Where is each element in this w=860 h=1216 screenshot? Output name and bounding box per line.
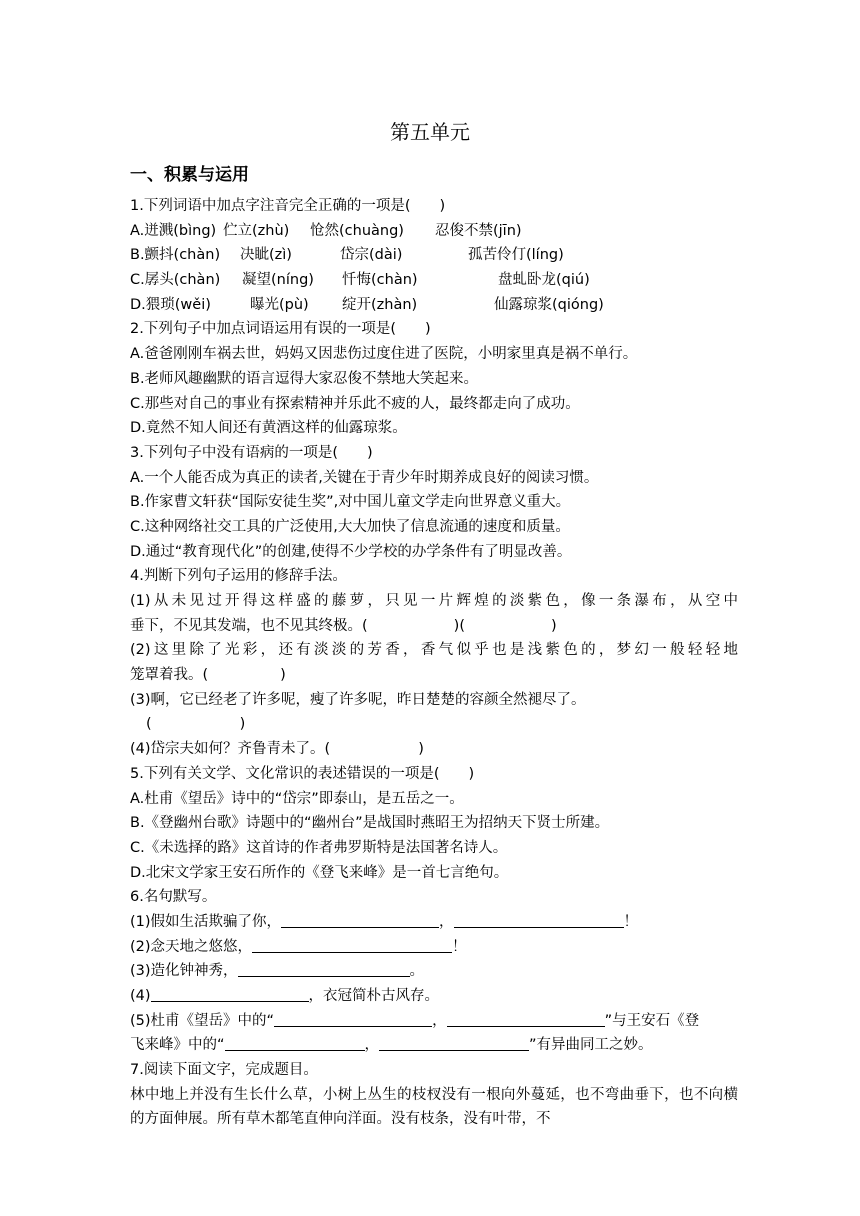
question-4-sentence-3: (3)啊，它已经老了许多呢，瘦了许多呢，昨日楚楚的容颜全然褪尽了。 xyxy=(130,691,586,708)
answer-blank[interactable] xyxy=(281,911,439,928)
question-5-stem: 5.下列有关文学、文化常识的表述错误的一项是( ) xyxy=(130,765,475,782)
option-c-item-1: C.孱头(chàn) xyxy=(130,272,221,289)
option-c-item-4: 盘虬卧龙(qiú) xyxy=(498,272,590,289)
question-4-sentence-4: (4)岱宗夫如何？齐鲁青未了。( ) xyxy=(130,741,424,758)
option-b-item-2: 决眦(zì) xyxy=(240,247,292,264)
question-1-option-d xyxy=(130,293,738,318)
page-title: 第五单元 xyxy=(390,120,470,144)
reading-passage: 林中地上并没有生长什么草，小树上丛生的枝杈没有一根向外蔓延，也不弯曲垂下，也不向横的方面伸展。所有草木都笔直伸向洋面。没有枝条，没有叶带，不 xyxy=(130,1086,738,1128)
option-b-item-3: 岱宗(dài) xyxy=(340,247,403,264)
question-3-option-b: B.作家曹文轩获“国际安徒生奖”,对中国儿童文学走向世界意义重大。 xyxy=(130,494,571,511)
option-d-item-4: 仙露琼浆(qióng) xyxy=(494,296,604,313)
option-b-item-4: 孤苦伶仃(líng) xyxy=(468,247,564,264)
question-1-option-a xyxy=(130,219,738,244)
question-5-option-d: D.北宋文学家王安石所作的《登飞来峰》是一首七言绝句。 xyxy=(130,864,509,881)
question-1-stem: 1.下列词语中加点字注音完全正确的一项是( ) xyxy=(130,198,446,214)
question-2-option-b: B.老师风趣幽默的语言逗得大家忍俊不禁地大笑起来。 xyxy=(130,370,479,387)
question-3-option-d: D.通过“教育现代化”的创建,使得不少学校的办学条件有了明显改善。 xyxy=(130,543,572,560)
answer-blank[interactable] xyxy=(454,911,624,928)
recitation-line-3: (3)造化钟神秀， 。 xyxy=(130,959,738,984)
answer-blank[interactable] xyxy=(225,1034,365,1051)
answer-blank[interactable] xyxy=(151,985,309,1002)
recitation-line-1: (1)假如生活欺骗了你， ， ！ xyxy=(130,910,738,935)
question-2-option-c: C.那些对自己的事业有探索精神并乐此不疲的人，最终都走向了成功。 xyxy=(130,395,580,412)
option-a-item-1: A.迸溅(bìng) xyxy=(130,222,217,239)
question-4-sentence-2: (2)这里除了光彩，还有淡淡的芳香，香气似乎也是浅紫色的，梦幻一般轻轻地 xyxy=(130,642,738,659)
question-3-stem: 3.下列句子中没有语病的一项是( ) xyxy=(130,444,373,461)
recitation-line-4: (4) ，衣冠简朴古风存。 xyxy=(130,984,738,1009)
question-1-option-c xyxy=(130,268,738,293)
document-body xyxy=(130,194,738,1132)
recitation-line-5: (5)杜甫《望岳》中的“ ， ”与王安石《登 xyxy=(130,1009,738,1034)
question-2-option-d: D.竟然不知人间还有黄酒这样的仙露琼浆。 xyxy=(130,420,407,437)
question-7-stem: 7.阅读下面文字，完成题目。 xyxy=(130,1062,318,1079)
question-2-option-a: A.爸爸刚刚车祸去世，妈妈又因悲伤过度住进了医院，小明家里真是祸不单行。 xyxy=(130,346,638,363)
recitation-line-2: (2)念天地之悠悠， ！ xyxy=(130,935,738,960)
option-d-item-1: D.猥琐(wěi) xyxy=(130,296,211,313)
answer-blank[interactable] xyxy=(379,1034,529,1051)
question-1-option-b xyxy=(130,243,738,268)
question-4-sentence-2-answer: 笼罩着我。( ) xyxy=(130,667,286,684)
question-6-stem: 6.名句默写。 xyxy=(130,889,217,906)
question-3-option-a: A.一个人能否成为真正的读者,关键在于青少年时期养成良好的阅读习惯。 xyxy=(130,469,599,486)
question-2-stem: 2.下列句子中加点词语运用有误的一项是( ) xyxy=(130,321,431,338)
answer-blank[interactable] xyxy=(274,1010,432,1027)
option-c-item-2: 凝望(níng) xyxy=(242,272,314,289)
question-4-sentence-3-answer: ( ) xyxy=(146,716,246,733)
question-5-option-c: C.《未选择的路》这首诗的作者弗罗斯特是法国著名诗人。 xyxy=(130,839,508,856)
answer-blank[interactable] xyxy=(252,936,452,953)
option-d-item-3: 绽开(zhàn) xyxy=(342,296,418,313)
question-3-option-c: C.这种网络社交工具的广泛使用,大大加快了信息流通的速度和质量。 xyxy=(130,518,570,535)
question-5-option-b: B.《登幽州台歌》诗题中的“幽州台”是战国时燕昭王为招纳天下贤士所建。 xyxy=(130,815,610,832)
question-4-stem: 4.判断下列句子运用的修辞手法。 xyxy=(130,568,347,585)
option-a-item-2: 伫立(zhù) xyxy=(223,222,290,239)
question-4-sentence-1: (1)从未见过开得这样盛的藤萝，只见一片辉煌的淡紫色，像一条瀑布，从空中 xyxy=(130,593,738,609)
answer-blank[interactable] xyxy=(238,960,410,977)
option-c-item-3: 忏悔(chàn) xyxy=(342,272,418,289)
option-a-item-4: 忍俊不禁(jīn) xyxy=(435,222,522,239)
section-heading: 一、积累与运用 xyxy=(130,165,249,185)
recitation-line-6: 飞来峰》中的“ ， ”有异曲同工之妙。 xyxy=(130,1033,738,1058)
option-d-item-2: 曝光(pù) xyxy=(250,296,309,313)
question-5-option-a: A.杜甫《望岳》诗中的“岱宗”即泰山，是五岳之一。 xyxy=(130,790,464,807)
option-a-item-3: 怆然(chuàng) xyxy=(310,222,404,239)
question-4-sentence-1-answer: 垂下，不见其发端，也不见其终极。( )( ) xyxy=(130,617,557,634)
answer-blank[interactable] xyxy=(447,1010,605,1027)
option-b-item-1: B.颤抖(chàn) xyxy=(130,247,221,264)
